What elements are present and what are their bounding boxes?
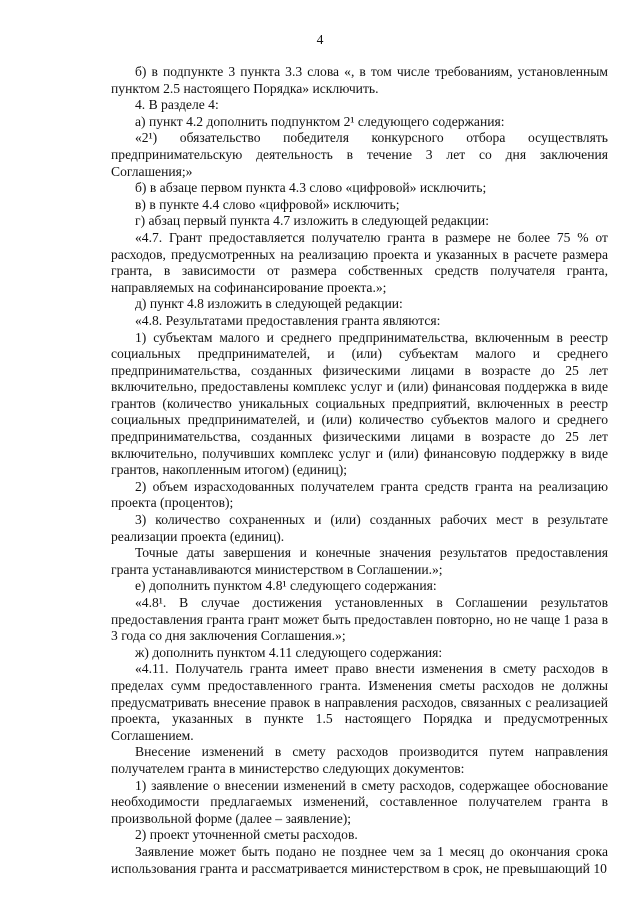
document-body [111, 64, 608, 877]
paragraph: «4.8¹. В случае достижения установленных в Соглашении результатов предоставления гранта грант может быть предоставлен повторно, но не чаще 1 раза в 3 года со дня заключения Соглашения.»; [111, 595, 608, 644]
paragraph: г) абзац первый пункта 4.7 изложить в следующей редакции: [135, 213, 489, 229]
paragraph: ж) дополнить пунктом 4.11 следующего содержания: [135, 644, 443, 660]
section-heading: 4. В разделе 4: [135, 97, 219, 113]
paragraph: Внесение изменений в смету расходов производится путем направления получателем гранта в министерство следующих документов: [111, 744, 608, 776]
paragraph: а) пункт 4.2 дополнить подпунктом 2¹ следующего содержания: [135, 113, 505, 129]
paragraph: «2¹) обязательство победителя конкурсного отбора осуществлять предпринимательскую деятельность в течение 3 лет со дня заключения Соглашения;» [111, 130, 608, 179]
paragraph: 3) количество сохраненных и (или) созданных рабочих мест в результате реализации проекта (единиц). [111, 512, 608, 544]
paragraph: б) в абзаце первом пункта 4.3 слово «цифровой» исключить; [135, 180, 487, 196]
paragraph: 1) субъектам малого и среднего предпринимательства, включенным в реестр социальных предпринимателей, и (или) субъектам малого и среднего предпринимательства, созданных физическими лицами в возрасте до 25 лет включительно, предоставлены комплекс услуг и (или) финансовая поддержка в виде грантов (количество уникальных социальных предприятий, включенных в реестр социальных предпринимателей, и (или) количество субъектов малого и среднего предпринимательства, созданных физическими лицами в возрасте до 25 лет включительно, получивших комплекс услуг и (или) финансовую поддержку в виде грантов, накопленным итогом) (единиц); [111, 329, 608, 478]
paragraph: Точные даты завершения и конечные значения результатов предоставления гранта устанавливаются министерством в Соглашении.»; [111, 545, 608, 577]
paragraph: в) в пункте 4.4 слово «цифровой» исключить; [135, 196, 400, 212]
paragraph: б) в подпункте 3 пункта 3.3 слова «, в том числе требованиям, установленным пунктом 2.5 настоящего Порядка» исключить. [111, 64, 608, 96]
paragraph: «4.8. Результатами предоставления гранта являются: [135, 312, 441, 328]
paragraph: «4.7. Грант предоставляется получателю гранта в размере не более 75 % от расходов, предусмотренных на реализацию проекта и указанных в расчете размера гранта, в зависимости от размера собственных средств получателя гранта, направляемых на софинансирование проекта.»; [111, 229, 608, 295]
paragraph: е) дополнить пунктом 4.8¹ следующего содержания: [135, 578, 437, 594]
paragraph: 1) заявление о внесении изменений в смету расходов, содержащее обоснование необходимости предлагаемых изменений, составленное получателем гранта в произвольной форме (далее – заявление); [111, 777, 608, 826]
paragraph: 2) объем израсходованных получателем гранта средств гранта на реализацию проекта (процентов); [111, 478, 608, 511]
paragraph: Заявление может быть подано не позднее чем за 1 месяц до окончания срока использования гранта и рассматривается министерством в срок, не превышающий 10 [111, 843, 608, 876]
page-number: 4 [316, 32, 324, 47]
paragraph: д) пункт 4.8 изложить в следующей редакции: [135, 296, 403, 312]
paragraph: «4.11. Получатель гранта имеет право внести изменения в смету расходов в пределах сумм предоставленного гранта. Изменения сметы расходов не должны предусматривать внесение правок в направления расходов, связанных с реализацией проекта, указанных в пункте 1.5 настоящего Порядка и предусмотренных Соглашением. [111, 661, 608, 743]
paragraph: 2) проект уточненной сметы расходов. [135, 827, 358, 843]
